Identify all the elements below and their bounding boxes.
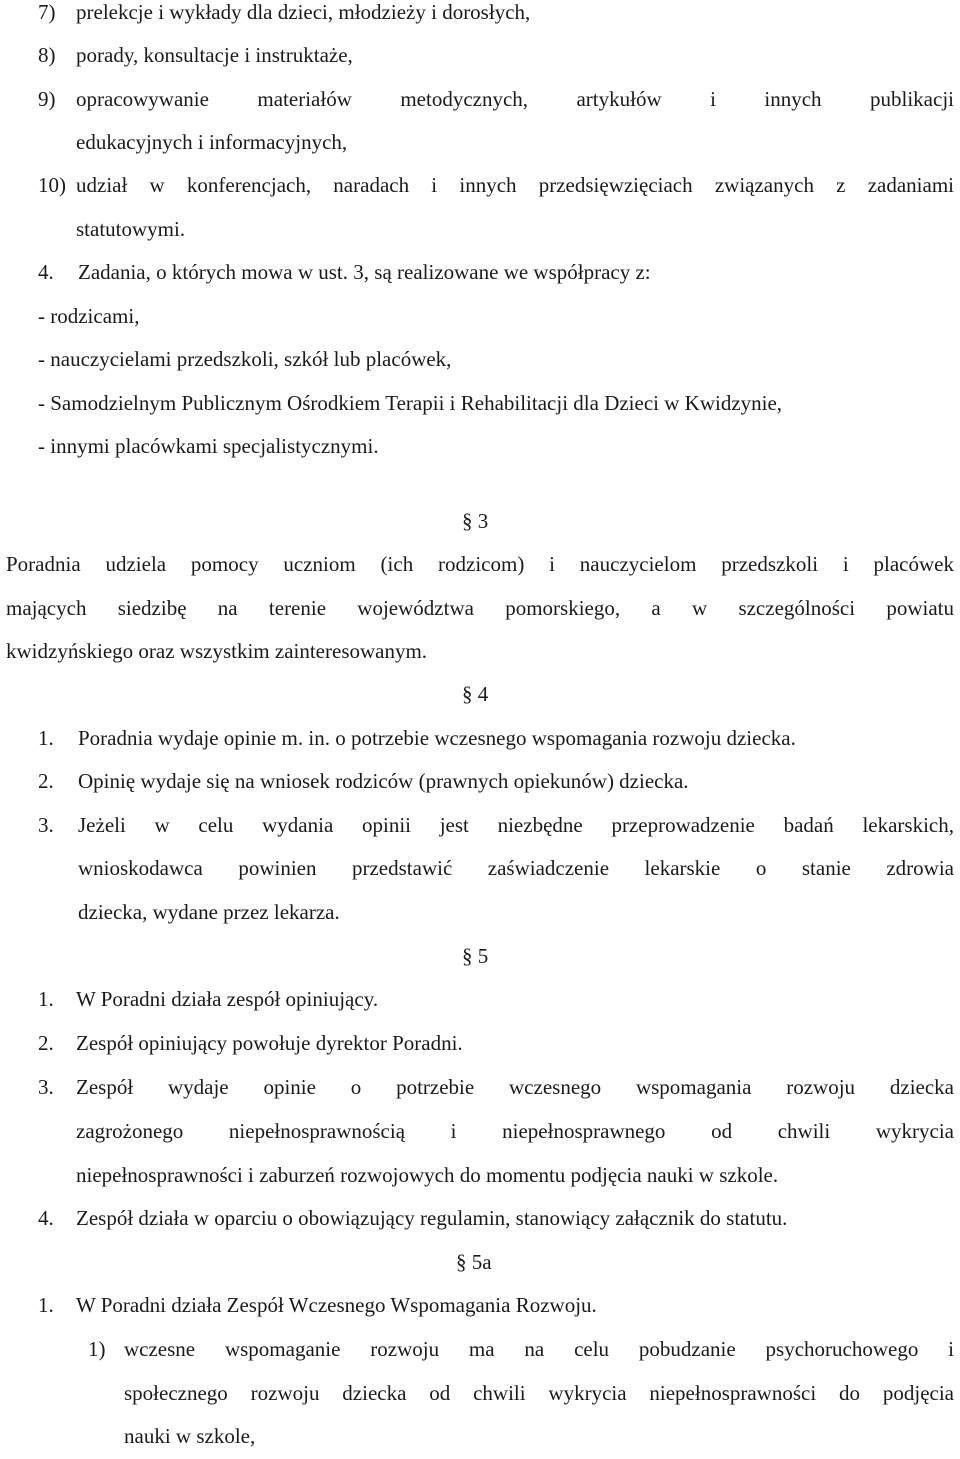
point-number: 2. — [38, 769, 54, 793]
section-heading: § 5 — [462, 944, 489, 968]
point-text: Zespół działa w oparciu o obowiązujący regulamin, stanowiący załącznik do statutu. — [76, 1206, 788, 1230]
paragraph-line: Poradnia udziela pomocy uczniom (ich rodzicom) i nauczycielom przedszkoli i placówek — [6, 552, 954, 576]
point-number: 3. — [38, 813, 54, 837]
list-number: 8) — [38, 43, 56, 67]
point-number: 3. — [38, 1075, 54, 1099]
point-text: Zespół opiniujący powołuje dyrektor Poradni. — [76, 1031, 463, 1055]
list-item-text: prelekcje i wykłady dla dzieci, młodzieży i dorosłych, — [76, 0, 531, 24]
point-text-continued: dziecka, wydane przez lekarza. — [78, 900, 340, 924]
dash-item: - nauczycielami przedszkoli, szkół lub placówek, — [38, 347, 452, 371]
point-text-continued: zagrożonego niepełnosprawnością i niepełnosprawnego od chwili wykrycia — [76, 1119, 954, 1143]
point-text: Jeżeli w celu wydania opinii jest niezbędne przeprowadzenie badań lekarskich, — [78, 813, 954, 837]
point-number: 1. — [38, 987, 54, 1011]
list-item-text: porady, konsultacje i instruktaże, — [76, 43, 353, 67]
point-number: 2. — [38, 1031, 54, 1055]
point-text-continued: niepełnosprawności i zaburzeń rozwojowych do momentu podjęcia nauki w szkole. — [76, 1163, 779, 1187]
section-heading: § 5a — [456, 1250, 492, 1274]
point-text: W Poradni działa zespół opiniujący. — [76, 987, 379, 1011]
section-heading: § 3 — [462, 509, 489, 533]
point-number: 1. — [38, 726, 54, 750]
point-text: Poradnia wydaje opinie m. in. o potrzebie wczesnego wspomagania rozwoju dziecka. — [78, 726, 796, 750]
subpoint-text-continued: nauki w szkole, — [124, 1424, 256, 1448]
point-text-continued: wnioskodawca powinien przedstawić zaświadczenie lekarskie o stanie zdrowia — [78, 856, 954, 880]
dash-item: - Samodzielnym Publicznym Ośrodkiem Terapii i Rehabilitacji dla Dzieci w Kwidzynie, — [38, 391, 783, 415]
point-text: Zespół wydaje opinie o potrzebie wczesnego wspomagania rozwoju dziecka — [76, 1075, 954, 1099]
dash-item: - innymi placówkami specjalistycznymi. — [38, 434, 379, 458]
point-number: 4. — [38, 260, 54, 284]
subpoint-number: 1) — [88, 1337, 106, 1361]
list-number: 7) — [38, 0, 56, 24]
list-item-text: opracowywanie materiałów metodycznych, artykułów i innych publikacji — [76, 87, 954, 111]
point-number: 4. — [38, 1206, 54, 1230]
section-heading: § 4 — [462, 682, 489, 706]
point-text: Zadania, o których mowa w ust. 3, są realizowane we współpracy z: — [78, 260, 651, 284]
list-number: 10) — [38, 173, 66, 197]
list-number: 9) — [38, 87, 56, 111]
point-number: 1. — [38, 1293, 54, 1317]
paragraph-line: kwidzyńskiego oraz wszystkim zainteresowanym. — [6, 639, 428, 663]
list-item-text-continued: statutowymi. — [76, 217, 186, 241]
list-item-text-continued: edukacyjnych i informacyjnych, — [76, 130, 348, 154]
list-item-text: udział w konferencjach, naradach i innych przedsięwzięciach związanych z zadaniami — [76, 173, 954, 197]
paragraph-line: mających siedzibę na terenie województwa pomorskiego, a w szczególności powiatu — [6, 596, 954, 620]
point-text: W Poradni działa Zespół Wczesnego Wspomagania Rozwoju. — [76, 1293, 597, 1317]
subpoint-text-continued: społecznego rozwoju dziecka od chwili wykrycia niepełnosprawności do podjęcia — [124, 1381, 954, 1405]
subpoint-text: wczesne wspomaganie rozwoju ma na celu pobudzanie psychoruchowego i — [124, 1337, 954, 1361]
dash-item: - rodzicami, — [38, 304, 140, 328]
point-text: Opinię wydaje się na wniosek rodziców (prawnych opiekunów) dziecka. — [78, 769, 689, 793]
